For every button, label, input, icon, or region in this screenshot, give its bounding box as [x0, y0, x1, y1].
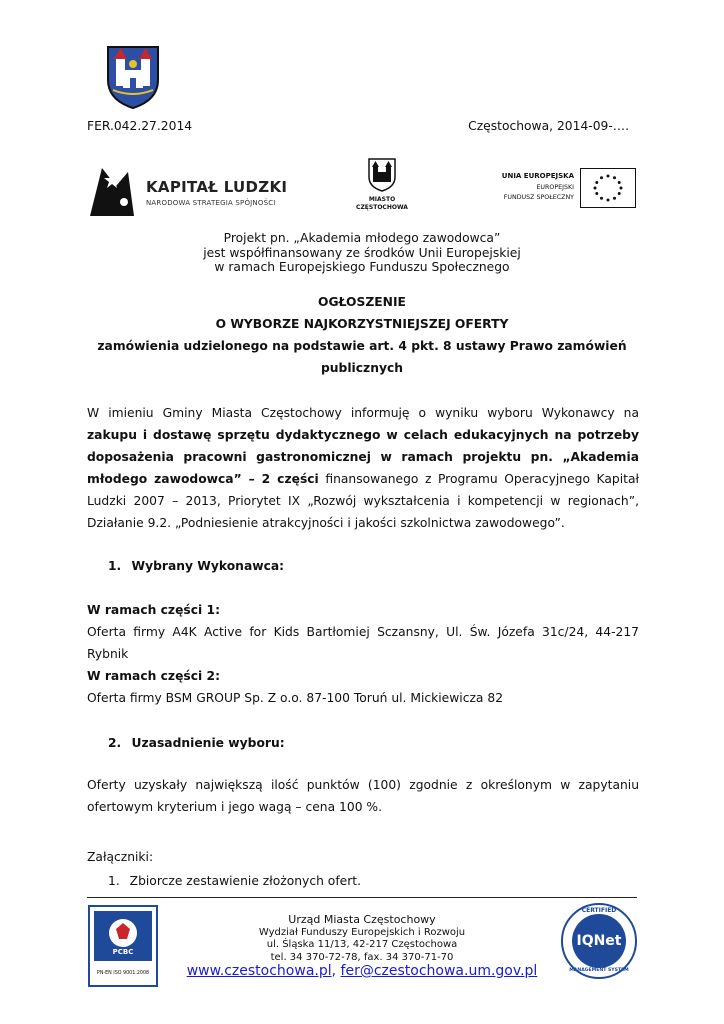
- section-2-number: 2.: [108, 736, 122, 750]
- announcement-title: [87, 291, 637, 379]
- section-1-number: 1.: [108, 559, 122, 573]
- footer-phone: tel. 34 370-72-78, fax. 34 370-71-70: [270, 951, 454, 963]
- footer-address: ul. Śląska 11/13, 42-217 Częstochowa: [266, 939, 458, 950]
- link-separator: ,: [331, 963, 341, 979]
- attachment-text: Zbiorcze zestawienie złożonych ofert.: [129, 874, 361, 888]
- reference-number: FER.042.27.2014: [87, 119, 193, 133]
- footer-office: Urząd Miasta Częstochowy: [288, 913, 436, 926]
- intro-text-1: W imieniu Gminy Miasta Częstochowy informuję o wyniku wyboru Wykonawcy na: [87, 406, 639, 420]
- iqnet-certificate-logo: [560, 902, 638, 980]
- city-crest-logo: [105, 44, 161, 110]
- part-1-offer: Oferta firmy A4K Active for Kids Bartłomiej Sczansny, Ul. Św. Józefa 31c/24, 44-217 Rybnik: [87, 625, 639, 661]
- project-line-3: w ramach Europejskiego Funduszu Społecznego: [214, 260, 510, 274]
- footer-contact: [180, 914, 544, 964]
- section-2-text: Oferty uzyskały największą ilość punktów (100) zgodnie z określonym w zapytaniu ofertowym kryterium i jego wagą – cena 100 %.: [87, 778, 639, 814]
- part-2-offer: Oferta firmy BSM GROUP Sp. Z o.o. 87-100 Toruń ul. Mickiewicza 82: [87, 691, 504, 705]
- title-line-2: O WYBORZE NAJKORZYSTNIEJSZEJ OFERTY: [215, 317, 509, 331]
- miasto-czestochowa-logo: [350, 158, 414, 220]
- project-line-1: Projekt pn. „Akademia młodego zawodowca”: [223, 231, 501, 245]
- title-line-1: OGŁOSZENIE: [318, 295, 406, 309]
- part-2-label: W ramach części 2:: [87, 669, 221, 683]
- footer-links: [150, 963, 574, 979]
- kapital-ludzki-logo: [86, 162, 291, 220]
- unia-europejska-logo: [488, 168, 636, 210]
- kapital-ludzki-title: KAPITAŁ LUDZKI: [146, 178, 288, 196]
- iqnet-certified-label: CERTIFIED: [581, 907, 617, 914]
- czestochowa-label: CZĘSTOCHOWA: [356, 204, 408, 211]
- intro-text-2: finansowanego z Programu Operacyjnego Kapitał Ludzki 2007 – 2013, Priorytet IX „Rozwój wykształcenia i kompetencji w regionach”, Działanie 9.2. „Podniesienie atrakcyjności i jakości szkolnictwa zawodowego”.: [87, 472, 639, 530]
- place-date: Częstochowa, 2014-09-….: [468, 119, 629, 133]
- project-statement: [87, 231, 637, 275]
- part-1-label: W ramach części 1:: [87, 603, 221, 617]
- eu-line1: EUROPEJSKI: [536, 184, 574, 191]
- pcbc-standard: PN-EN ISO 9001:2008: [96, 971, 150, 976]
- attachment-number: 1.: [108, 874, 120, 888]
- title-line-3: zamówienia udzielonego na podstawie art. 4 pkt. 8 ustawy Prawo zamówień publicznych: [97, 339, 627, 375]
- footer-department: Wydział Funduszy Europejskich i Rozwoju: [258, 926, 466, 938]
- intro-bold-subject: zakupu i dostawę sprzętu dydaktycznego w celach edukacyjnych na potrzeby doposażenia pracowni gastronomicznej w ramach projektu pn. „Akademia młodego zawodowca” – 2 części: [87, 428, 639, 486]
- intro-paragraph: [87, 402, 639, 534]
- website-link[interactable]: www.czestochowa.pl: [186, 963, 332, 979]
- section-2-title: Uzasadnienie wyboru:: [131, 736, 285, 750]
- eu-line2: FUNDUSZ SPOŁECZNY: [503, 194, 574, 201]
- miasto-label: MIASTO: [368, 196, 396, 203]
- kapital-ludzki-subtitle: NARODOWA STRATEGIA SPÓJNOŚCI: [146, 199, 276, 207]
- pcbc-label: PCBC: [112, 948, 134, 956]
- attachments-label: Załączniki:: [87, 850, 154, 864]
- eu-title: UNIA EUROPEJSKA: [501, 172, 574, 180]
- section-1-title: Wybrany Wykonawca:: [131, 559, 285, 573]
- section-2-heading: [108, 732, 285, 754]
- project-line-2: jest współfinansowany ze środków Unii Europejskiej: [203, 245, 521, 260]
- eu-flag: [580, 168, 636, 208]
- section-1-heading: [108, 555, 284, 577]
- email-link[interactable]: fer@czestochowa.um.gov.pl: [340, 963, 538, 979]
- iqnet-management-label: MANAGEMENT SYSTEM: [569, 968, 629, 973]
- iqnet-label: IQNet: [576, 933, 622, 949]
- attachment-item: [108, 870, 361, 892]
- pcbc-certificate-logo: [88, 905, 158, 987]
- footer-divider: [87, 897, 637, 898]
